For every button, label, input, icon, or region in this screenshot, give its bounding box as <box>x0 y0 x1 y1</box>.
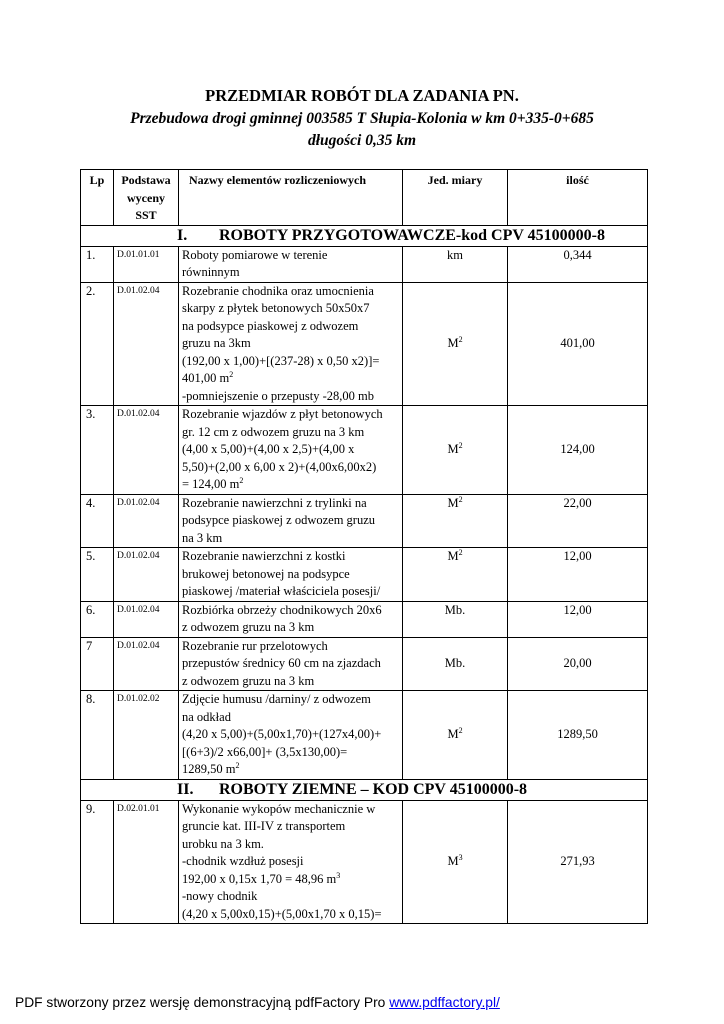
section-title: ROBOTY ZIEMNE – KOD CPV 45100000-8 <box>219 780 528 798</box>
document-title: PRZEDMIAR ROBÓT DLA ZADANIA PN. <box>205 86 519 105</box>
table-row <box>81 601 648 637</box>
description-line: Rozebranie rur przelotowych <box>182 638 328 653</box>
description-line: 1289,50 $m^2$ <box>182 761 240 776</box>
cell-lp: 2. <box>81 282 114 406</box>
section-heading <box>81 779 648 800</box>
cell-unit <box>403 800 508 924</box>
cell-lp: 1. <box>81 246 114 282</box>
cell-unit <box>403 548 508 602</box>
section-title: ROBOTY PRZYGOTOWAWCZE-kod CPV 45100000-8 <box>219 226 605 244</box>
description-line: skarpy z płytek betonowych 50x50x7 <box>182 301 370 315</box>
cell-quantity: 124,00 <box>508 406 648 495</box>
cell-unit <box>403 691 508 780</box>
unit-text: M <box>447 549 459 563</box>
description-line: z odwozem gruzu na 3 km <box>182 673 315 688</box>
cell-sst: D.01.02.04 <box>114 637 179 691</box>
description-line: Wykonanie wykopów mechanicznie w <box>182 801 376 816</box>
cell-description <box>179 246 403 282</box>
cell-lp: 7 <box>81 637 114 691</box>
cell-sst: D.01.02.04 <box>114 548 179 602</box>
description-line: (192,00 x 1,00)+[(237-28) x 0,50 x2)]= <box>182 353 380 368</box>
section-row <box>81 779 648 800</box>
unit-exponent: 2 <box>458 441 463 450</box>
unit-text: M <box>447 854 459 868</box>
description-line: Zdjęcie humusu /darniny/ z odwozem <box>182 692 371 706</box>
document-length: długości 0,35 km <box>307 132 417 149</box>
description-line: -chodnik wzdłuż posesji <box>182 854 304 868</box>
header-sst-line: wyceny <box>127 190 165 205</box>
description-line: na odkład <box>182 709 231 724</box>
cell-unit <box>403 246 508 282</box>
cell-quantity: 271,93 <box>508 800 648 924</box>
cell-description <box>179 494 403 548</box>
cell-sst: D.01.02.02 <box>114 691 179 780</box>
description-line: = 124,00 $m^2$ <box>182 476 244 491</box>
cell-quantity: 12,00 <box>508 601 648 637</box>
description-line: brukowej betonowej na podsypce <box>182 566 350 581</box>
cell-unit <box>403 406 508 495</box>
cell-lp: 8. <box>81 691 114 780</box>
description-line: Rozbiórka obrzeży chodnikowych 20x6 <box>182 602 382 617</box>
table-row <box>81 282 648 406</box>
description-line: równinnym <box>182 265 240 279</box>
cell-description <box>179 548 403 602</box>
description-line: (4,20 x 5,00x0,15)+(5,00x1,70 x 0,15)= <box>182 906 382 921</box>
cell-lp: 9. <box>81 800 114 924</box>
table-row <box>81 246 648 282</box>
cell-lp: 4. <box>81 494 114 548</box>
description-line: 401,00 $m^2$ <box>182 370 234 385</box>
header-unit: Jed. miary <box>403 170 508 226</box>
description-line: 5,50)+(2,00 x 6,00 x 2)+(4,00x6,00x2) <box>182 459 377 474</box>
description-line: Rozebranie chodnika oraz umocnienia <box>182 283 374 298</box>
unit-text: Mb. <box>444 602 466 617</box>
unit-text: M <box>447 442 459 456</box>
cell-lp: 5. <box>81 548 114 602</box>
table-row <box>81 494 648 548</box>
cell-lp: 6. <box>81 601 114 637</box>
description-line: (4,00 x 5,00)+(4,00 x 2,5)+(4,00 x <box>182 442 355 456</box>
superscript: 3 <box>336 870 341 880</box>
description-line: gr. 12 cm z odwozem gruzu na 3 km <box>182 424 365 439</box>
header-sst-line: Podstawa <box>121 173 171 187</box>
document-header <box>0 86 724 152</box>
unit-exponent: 2 <box>458 726 463 735</box>
unit-text: Mb. <box>444 656 466 670</box>
cell-description <box>179 637 403 691</box>
description-line: -pomniejszenie o przepusty -28,00 mb <box>182 388 374 403</box>
header-name: Nazwy elementów rozliczeniowych <box>179 170 403 226</box>
unit-exponent: 3 <box>458 853 463 862</box>
description-line: podsypce piaskowej z odwozem gruzu <box>182 513 375 527</box>
cell-sst: D.01.02.04 <box>114 494 179 548</box>
unit-text: M <box>447 727 459 741</box>
description-line: 192,00 x 0,15x 1,70 = 48,96 $m^3$ <box>182 870 341 886</box>
table-header-row <box>81 170 648 226</box>
description-line: gruzu na 3km <box>182 336 251 350</box>
cell-sst: D.01.02.04 <box>114 406 179 495</box>
cell-sst: D.02.01.01 <box>114 800 179 924</box>
description-line: Rozebranie nawierzchni z kostki <box>182 549 346 563</box>
cell-quantity: 12,00 <box>508 548 648 602</box>
cell-description <box>179 282 403 406</box>
unit-exponent: 2 <box>458 335 463 344</box>
cell-description <box>179 406 403 495</box>
unit-text: M <box>447 495 459 510</box>
cell-unit <box>403 637 508 691</box>
header-qty: ilość <box>508 170 648 226</box>
description-line: Rozebranie nawierzchni z trylinki na <box>182 495 367 510</box>
description-line: Roboty pomiarowe w terenie <box>182 247 328 262</box>
description-line: (4,20 x 5,00)+(5,00x1,70)+(127x4,00)+ <box>182 727 382 741</box>
footer-link[interactable]: www.pdffactory.pl/ <box>389 995 500 1010</box>
bill-of-quantities-table <box>80 169 648 924</box>
description-line: przepustów średnicy 60 cm na zjazdach <box>182 656 381 670</box>
cell-lp: 3. <box>81 406 114 495</box>
cell-sst: D.01.02.04 <box>114 601 179 637</box>
cell-unit <box>403 601 508 637</box>
description-line: urobku na 3 km. <box>182 836 264 851</box>
cell-quantity: 1289,50 <box>508 691 648 780</box>
section-number: II. <box>177 780 194 798</box>
description-line: piaskowej /materiał właściciela posesji/ <box>182 584 381 598</box>
unit-exponent: 2 <box>458 548 463 557</box>
superscript: 2 <box>229 370 234 379</box>
section-heading <box>81 225 648 246</box>
cell-quantity: 22,00 <box>508 494 648 548</box>
header-sst-line: SST <box>135 208 157 222</box>
cell-sst: D.01.02.04 <box>114 282 179 406</box>
description-line: z odwozem gruzu na 3 km <box>182 620 315 634</box>
table-body <box>81 225 648 924</box>
unit-text: M <box>447 336 459 350</box>
header-lp: Lp <box>81 170 114 226</box>
cell-description <box>179 800 403 924</box>
cell-quantity: 0,344 <box>508 246 648 282</box>
description-line: [(6+3)/2 x66,00]+ (3,5x130,00)= <box>182 744 348 759</box>
superscript: 2 <box>239 476 244 485</box>
footer-text: PDF stworzony przez wersję demonstracyjną pdfFactory Pro <box>15 995 390 1010</box>
description-line: na podsypce piaskowej z odwozem <box>182 318 359 333</box>
description-line: na 3 km <box>182 530 223 545</box>
superscript: 2 <box>235 761 240 770</box>
table-row <box>81 406 648 495</box>
unit-exponent: 2 <box>458 494 463 504</box>
cell-sst: D.01.01.01 <box>114 246 179 282</box>
table-row <box>81 800 648 924</box>
description-line: -nowy chodnik <box>182 889 258 903</box>
cell-quantity: 401,00 <box>508 282 648 406</box>
table-row <box>81 548 648 602</box>
table-row <box>81 691 648 780</box>
document-subtitle: Przebudowa drogi gminnej 003585 T Słupia-Kolonia w km 0+335-0+685 <box>130 110 594 127</box>
description-line: Rozebranie wjazdów z płyt betonowych <box>182 407 383 421</box>
cell-unit <box>403 282 508 406</box>
cell-quantity: 20,00 <box>508 637 648 691</box>
header-sst <box>114 170 179 226</box>
unit-text: km <box>447 247 463 262</box>
cell-description <box>179 601 403 637</box>
section-row <box>81 225 648 246</box>
section-number: I. <box>177 226 188 244</box>
pdf-footer <box>15 995 500 1010</box>
table-row <box>81 637 648 691</box>
description-line: gruncie kat. III-IV z transportem <box>182 819 346 833</box>
cell-unit <box>403 494 508 548</box>
cell-description <box>179 691 403 780</box>
